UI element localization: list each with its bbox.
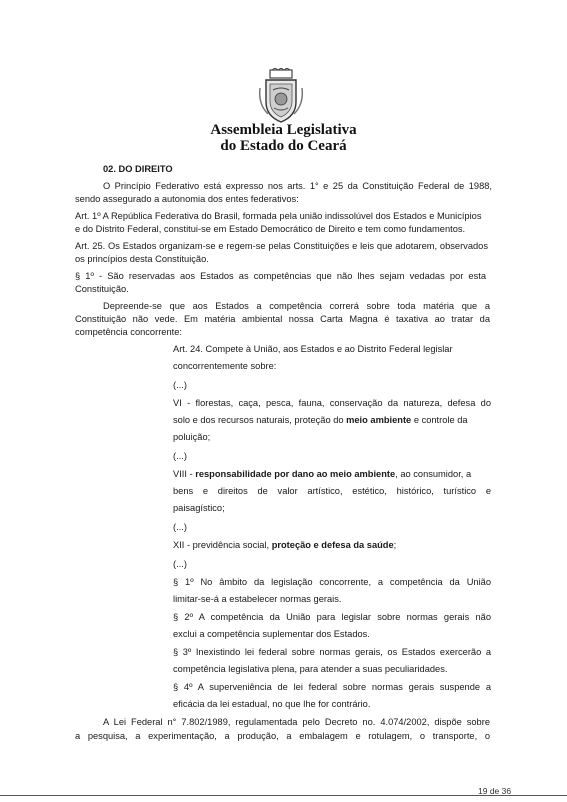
quote-line: § 2º A competência da União para legislar sobre normas gerais não bbox=[173, 612, 491, 622]
quote-line: exclui a competência suplementar dos Estados. bbox=[173, 629, 370, 639]
section-title: 02. DO DIREITO bbox=[103, 164, 173, 174]
coat-of-arms-logo bbox=[256, 68, 306, 124]
institution-name-line1: Assembleia Legislativa bbox=[210, 122, 357, 138]
body-line: Constituição não vede. Em matéria ambiental nossa Carta Magna é taxativa ao tratar da bbox=[75, 314, 490, 324]
quote-line: concorrentemente sobre: bbox=[173, 361, 277, 371]
body-line: sendo assegurado a autonomia dos entes federativos: bbox=[75, 194, 299, 204]
ellipsis: (...) bbox=[173, 559, 187, 569]
body-line: A Lei Federal n° 7.802/1989, regulamentada pelo Decreto no. 4.074/2002, dispõe sobre bbox=[103, 717, 490, 727]
page-number: 19 de 36 bbox=[478, 786, 512, 796]
quote-line: poluição; bbox=[173, 432, 211, 442]
quote-line: solo e dos recursos naturais, proteção do meio ambiente e controle da bbox=[173, 415, 468, 425]
body-line: Art. 1º A República Federativa do Brasil, formada pela união indissolúvel dos Estados e Municípios bbox=[75, 211, 482, 221]
quote-line: XII - previdência social, proteção e defesa da saúde; bbox=[173, 540, 397, 550]
body-line: Depreende-se que aos Estados a competência correrá sobre toda matéria que a bbox=[103, 301, 490, 311]
quote-line: limitar-se-á a estabelecer normas gerais. bbox=[173, 594, 342, 604]
quote-line: VIII - responsabilidade por dano ao meio ambiente, ao consumidor, a bbox=[173, 469, 472, 479]
ellipsis: (...) bbox=[173, 451, 187, 461]
body-line: Constituição. bbox=[75, 284, 129, 294]
quote-line: paisagístico; bbox=[173, 503, 225, 513]
quote-line: § 4º A superveniência de lei federal sobre normas gerais suspende a bbox=[173, 682, 491, 692]
ellipsis: (...) bbox=[173, 380, 187, 390]
body-line: competência concorrente: bbox=[75, 327, 182, 337]
body-line: § 1º - São reservadas aos Estados as competências que não lhes sejam vedadas por esta bbox=[75, 271, 486, 281]
quote-line: eficácia da lei estadual, no que lhe for contrário. bbox=[173, 699, 371, 709]
quote-line: VI - florestas, caça, pesca, fauna, conservação da natureza, defesa do bbox=[173, 398, 491, 408]
body-line: Art. 25. Os Estados organizam-se e regem-se pelas Constituições e leis que adotarem, observados bbox=[75, 241, 488, 251]
quote-line: competência legislativa plena, para atender a suas peculiaridades. bbox=[173, 664, 448, 674]
institution-name-line2: do Estado do Ceará bbox=[220, 138, 347, 154]
body-line: e do Distrito Federal, constitui-se em Estado Democrático de Direito e tem como fundamentos. bbox=[75, 224, 466, 234]
body-line: os princípios desta Constituição. bbox=[75, 254, 209, 264]
quote-line: § 1º No âmbito da legislação concorrente, a competência da União bbox=[173, 577, 491, 587]
body-line: a pesquisa, a experimentação, a produção, a embalagem e rotulagem, o transporte, o bbox=[75, 731, 490, 741]
quote-line: Art. 24. Compete à União, aos Estados e ao Distrito Federal legislar bbox=[173, 344, 453, 354]
quote-line: bens e direitos de valor artístico, estético, histórico, turístico e bbox=[173, 486, 491, 496]
ellipsis: (...) bbox=[173, 522, 187, 532]
body-line: O Princípio Federativo está expresso nos arts. 1° e 25 da Constituição Federal de 1988, bbox=[103, 181, 492, 191]
footer-rule bbox=[0, 795, 567, 796]
quote-line: § 3º Inexistindo lei federal sobre normas gerais, os Estados exercerão a bbox=[173, 647, 491, 657]
